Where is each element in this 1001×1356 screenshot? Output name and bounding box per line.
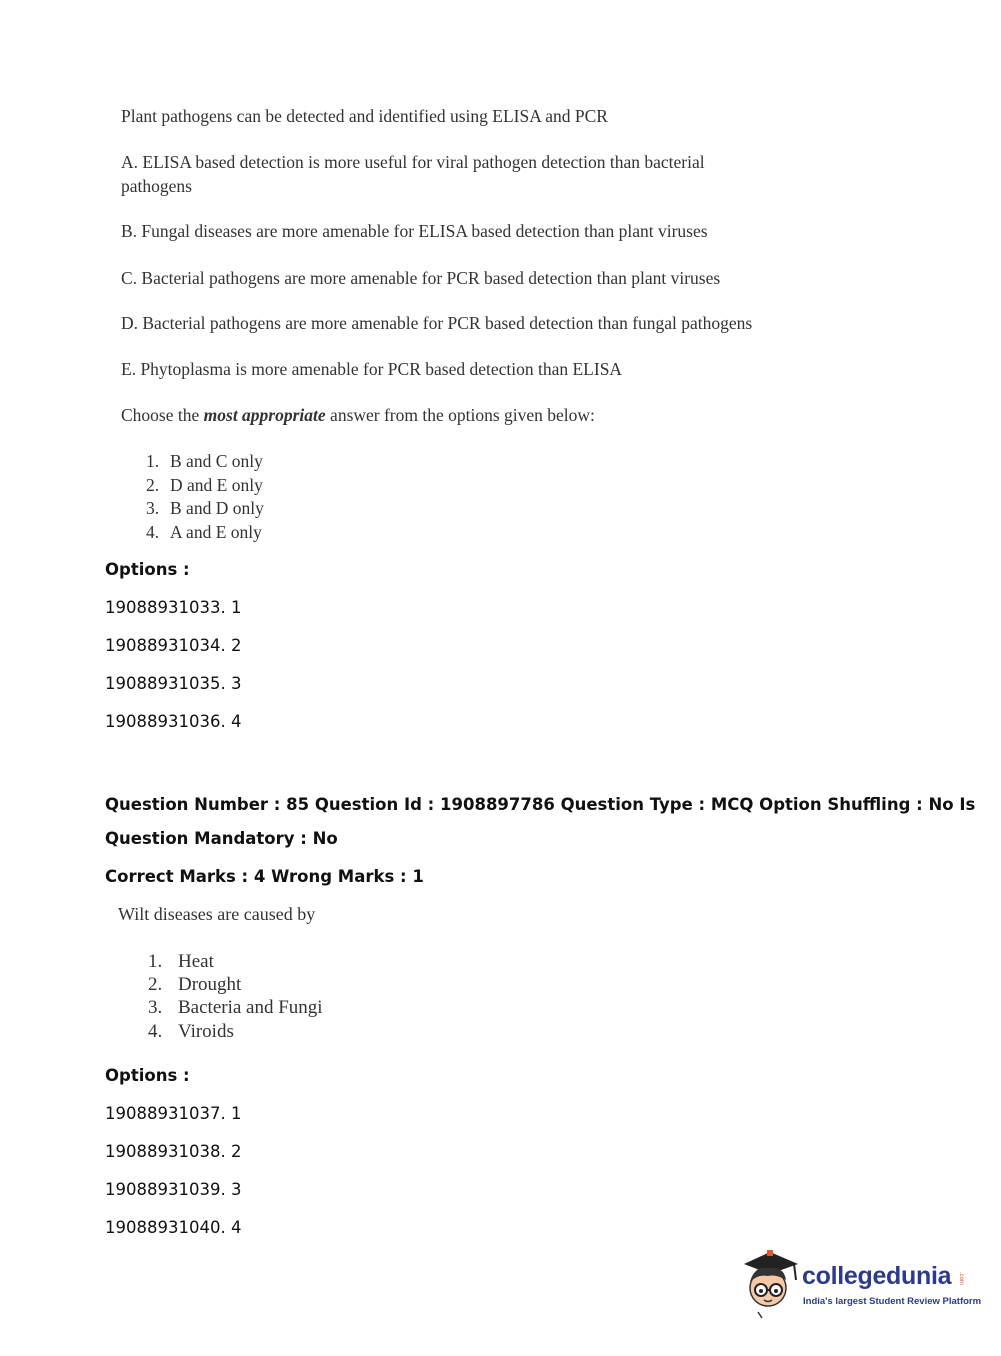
question-meta-line1: Question Number : 85 Question Id : 1908897786 Question Type : MCQ Option Shuffling : No Is (105, 795, 976, 814)
choice-number: 2. (146, 474, 160, 495)
choice-text: Heat (178, 951, 214, 972)
choice-item (148, 950, 323, 973)
choice-text: B and C only (170, 451, 263, 471)
choose-suffix: answer from the options given below: (325, 405, 595, 425)
logo-tagline: India's largest Student Review Platform (803, 1296, 982, 1307)
choice-text: Viroids (178, 1020, 234, 1042)
choose-emphasis: most appropriate (203, 405, 326, 425)
student-mascot-icon (740, 1250, 802, 1322)
choice-item (148, 973, 323, 996)
logo-wordmark: collegedunia (802, 1262, 952, 1290)
option-line: 19088931034. 2 (105, 636, 242, 655)
question-2-stem: Wilt diseases are caused by (118, 904, 316, 924)
option-line: 19088931036. 4 (105, 712, 242, 731)
option-line: 19088931038. 2 (105, 1142, 242, 1161)
choice-item (146, 497, 264, 521)
choice-text: D and E only (170, 474, 263, 495)
choice-text: Drought (178, 974, 242, 996)
choice-number: 3. (146, 498, 160, 518)
choice-item (146, 521, 264, 545)
statement-e: E. Phytoplasma is more amenable for PCR based detection than ELISA (121, 359, 623, 379)
option-line: 19088931040. 4 (105, 1218, 242, 1237)
choice-number: 3. (148, 997, 163, 1019)
option-line: 19088931039. 3 (105, 1180, 242, 1199)
logo-suffix: .com (958, 1272, 964, 1286)
statement-a-line2: pathogens (121, 176, 192, 196)
statement-c: C. Bacterial pathogens are more amenable for PCR based detection than plant viruses (121, 268, 721, 288)
choice-item (146, 450, 264, 474)
choice-text: A and E only (170, 521, 262, 542)
choose-prefix: Choose the (121, 405, 204, 425)
choice-text: B and D only (170, 498, 264, 518)
question-2-choices (148, 950, 323, 1043)
statement-b: B. Fungal diseases are more amenable for ELISA based detection than plant viruses (121, 221, 708, 241)
options-heading: Options : (105, 1066, 190, 1085)
choice-item (146, 474, 264, 498)
choice-text: Bacteria and Fungi (178, 997, 323, 1019)
choice-number: 4. (148, 1020, 163, 1042)
options-heading: Options : (105, 560, 190, 579)
choice-number: 1. (148, 951, 163, 972)
statement-d: D. Bacterial pathogens are more amenable for PCR based detection than fungal pathogens (121, 313, 753, 333)
collegedunia-logo (740, 1250, 982, 1320)
choice-number: 1. (146, 451, 160, 471)
choice-number: 2. (148, 974, 163, 996)
marks-line: Correct Marks : 4 Wrong Marks : 1 (105, 867, 424, 886)
choose-instruction (121, 403, 595, 427)
question-1-choices (146, 450, 264, 544)
question-meta-line2: Question Mandatory : No (105, 829, 338, 848)
option-line: 19088931035. 3 (105, 674, 242, 693)
statement-a-line1: A. ELISA based detection is more useful for viral pathogen detection than bacterial (121, 152, 705, 172)
question-1-stem: Plant pathogens can be detected and identified using ELISA and PCR (121, 106, 608, 126)
choice-item (148, 996, 323, 1019)
choice-item (148, 1020, 323, 1043)
option-line: 19088931037. 1 (105, 1104, 242, 1123)
choice-number: 4. (146, 521, 160, 542)
option-line: 19088931033. 1 (105, 598, 242, 617)
